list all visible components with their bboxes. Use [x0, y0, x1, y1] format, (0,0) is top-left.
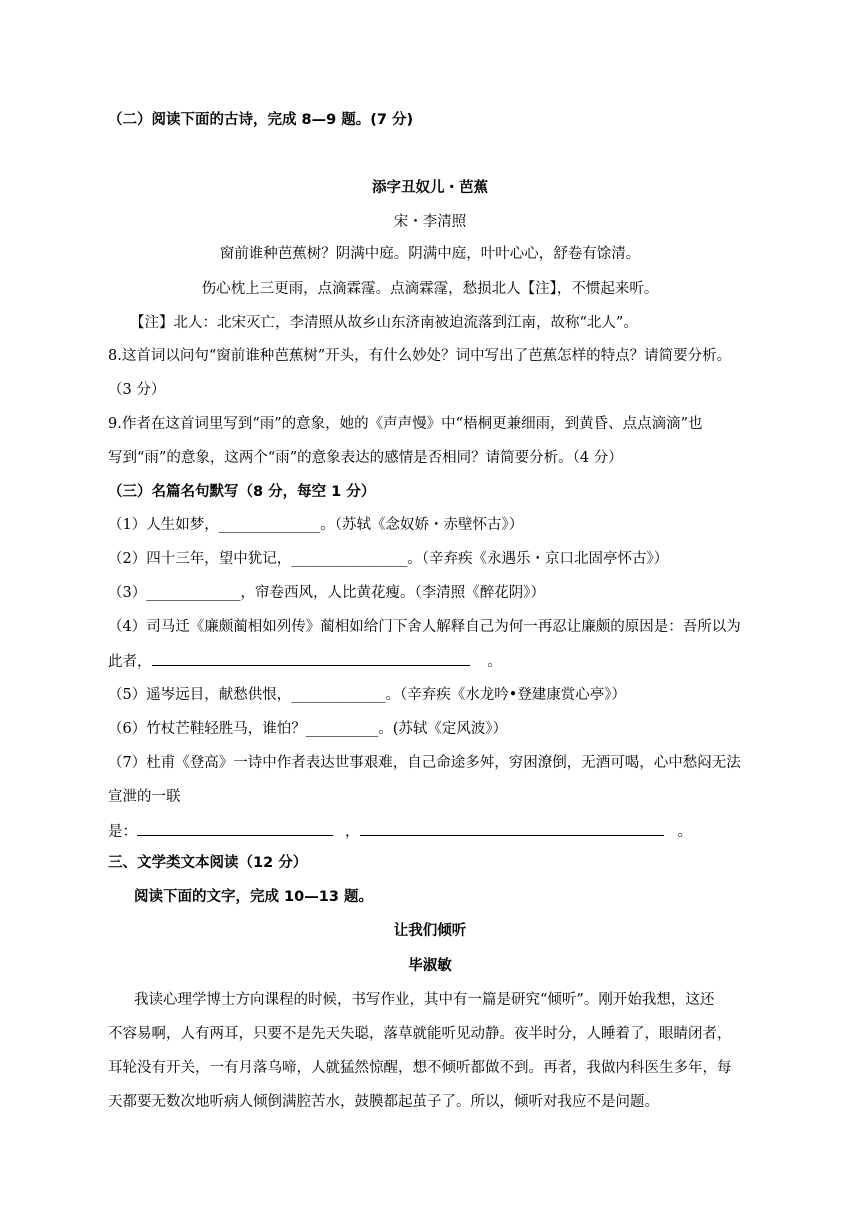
- item-3-prompt: （3）: [108, 585, 147, 601]
- poem-line-1: 窗前谁种芭蕉树？阴满中庭。阴满中庭，叶叶心心，舒卷有馀清。: [219, 246, 641, 262]
- recitation-item-4-line-2: [108, 651, 502, 672]
- item-1-source: 。（苏轼《念奴娇・赤壁怀古》）: [320, 517, 524, 533]
- part3-heading: 三、文学类文本阅读（12 分）: [108, 855, 308, 871]
- recitation-item-7-line-2: 宣泄的一联: [108, 789, 181, 805]
- item-2-blank[interactable]: ________________: [291, 551, 408, 567]
- item-6-prompt: （6）竹杖芒鞋轻胜马，谁怕？: [108, 721, 306, 737]
- item-5-source: 。（辛弃疾《水龙吟•登建康赏心亭》）: [385, 687, 627, 703]
- item-7-comma: ，: [345, 824, 360, 840]
- recitation-item-6: [108, 719, 507, 739]
- item-7-blank-1[interactable]: [137, 821, 333, 836]
- item-7-blank-2[interactable]: [360, 821, 664, 836]
- item-2-source: 。（辛弃疾《永遇乐・京口北固亭怀古》）: [407, 551, 669, 567]
- item-2-prompt: （2）四十三年，望中犹记，: [108, 551, 292, 567]
- poem-title: 添字丑奴儿・芭蕉: [372, 180, 488, 196]
- recitation-item-7-line-3: [108, 821, 692, 842]
- question-9-line-1: 9.作者在这首词里写到“雨”的意象，她的《声声慢》中“梧桐更兼细雨，到黄昏、点点滴滴”也: [108, 416, 703, 432]
- article-paragraph-line-4: 天都要无数次地听病人倾倒满腔苦水，鼓膜都起茧子了。所以，倾听对我应不是问题。: [108, 1094, 659, 1110]
- question-9-line-2: 写到“雨”的意象，这两个“雨”的意象表达的感情是否相同？请简要分析。（4 分）: [108, 450, 623, 466]
- article-paragraph-line-2: 不容易啊，人有两耳，只要不是先天失聪，落草就能听见动静。夜半时分，人睡着了，眼睛闭者，: [108, 1026, 732, 1042]
- question-8-line-2: （3 分）: [108, 382, 166, 398]
- item-4-blank[interactable]: [152, 651, 470, 666]
- item-4-prompt: 此者，: [108, 654, 152, 670]
- article-author: 毕淑敏: [408, 958, 452, 974]
- article-paragraph-line-3: 耳轮没有开关，一有月落乌啼，人就猛然惊醒，想不倾听都做不到。再者，我做内科医生多年，每: [108, 1060, 732, 1076]
- item-7-end: 。: [677, 824, 692, 840]
- item-6-source: 。(苏轼《定风波》）: [378, 721, 508, 737]
- item-1-blank[interactable]: ______________: [218, 517, 321, 533]
- item-3-source: ，帘卷西风，人比黄花瘦。（李清照《醉花阴》）: [240, 585, 545, 601]
- item-5-blank[interactable]: _____________: [291, 687, 386, 703]
- poem-author: 宋・李清照: [393, 214, 467, 230]
- recitation-item-1: [108, 515, 523, 535]
- section2-heading: （二）阅读下面的古诗，完成 8—9 题。(7 分): [108, 112, 414, 128]
- recitation-item-3: [108, 583, 545, 603]
- item-1-prompt: （1）人生如梦，: [108, 517, 219, 533]
- item-6-blank[interactable]: __________: [305, 721, 379, 737]
- item-5-prompt: （5）遥岑远目，献愁供恨，: [108, 687, 292, 703]
- recitation-item-2: [108, 549, 668, 569]
- question-8-line-1: 8.这首词以问句“窗前谁种芭蕉树”开头，有什么妙处？词中写出了芭蕉怎样的特点？请简要分析。: [108, 348, 732, 364]
- item-4-end: 。: [487, 654, 502, 670]
- item-7-prompt: 是：: [108, 824, 137, 840]
- recitation-item-7-line-1: （7）杜甫《登高》一诗中作者表达世事艰难，自己命途多舛，穷困潦倒，无酒可喝，心中愁闷无法: [108, 755, 741, 771]
- poem-line-2: 伤心枕上三更雨，点滴霖霪。点滴霖霪，愁损北人【注】，不惯起来听。: [201, 281, 659, 297]
- recitation-item-5: [108, 685, 626, 705]
- article-paragraph-line-1: 我读心理学博士方向课程的时候，书写作业，其中有一篇是研究“倾听”。刚开始我想，这还: [134, 992, 715, 1008]
- article-title: 让我们倾听: [393, 923, 467, 939]
- part3-instruction: 阅读下面的文字，完成 10—13 题。: [134, 889, 373, 905]
- item-3-blank[interactable]: _____________: [146, 585, 241, 601]
- recitation-item-4-line-1: （4）司马迁《廉颇蔺相如列传》蔺相如给门下舍人解释自己为何一再忍让廉颇的原因是：吾所以为: [108, 619, 741, 635]
- section3-heading: （三）名篇名句默写（8 分，每空 1 分）: [108, 484, 376, 500]
- poem-note: 【注】北人：北宋灭亡，李清照从故乡山东济南被迫流落到江南，故称“北人”。: [130, 315, 638, 331]
